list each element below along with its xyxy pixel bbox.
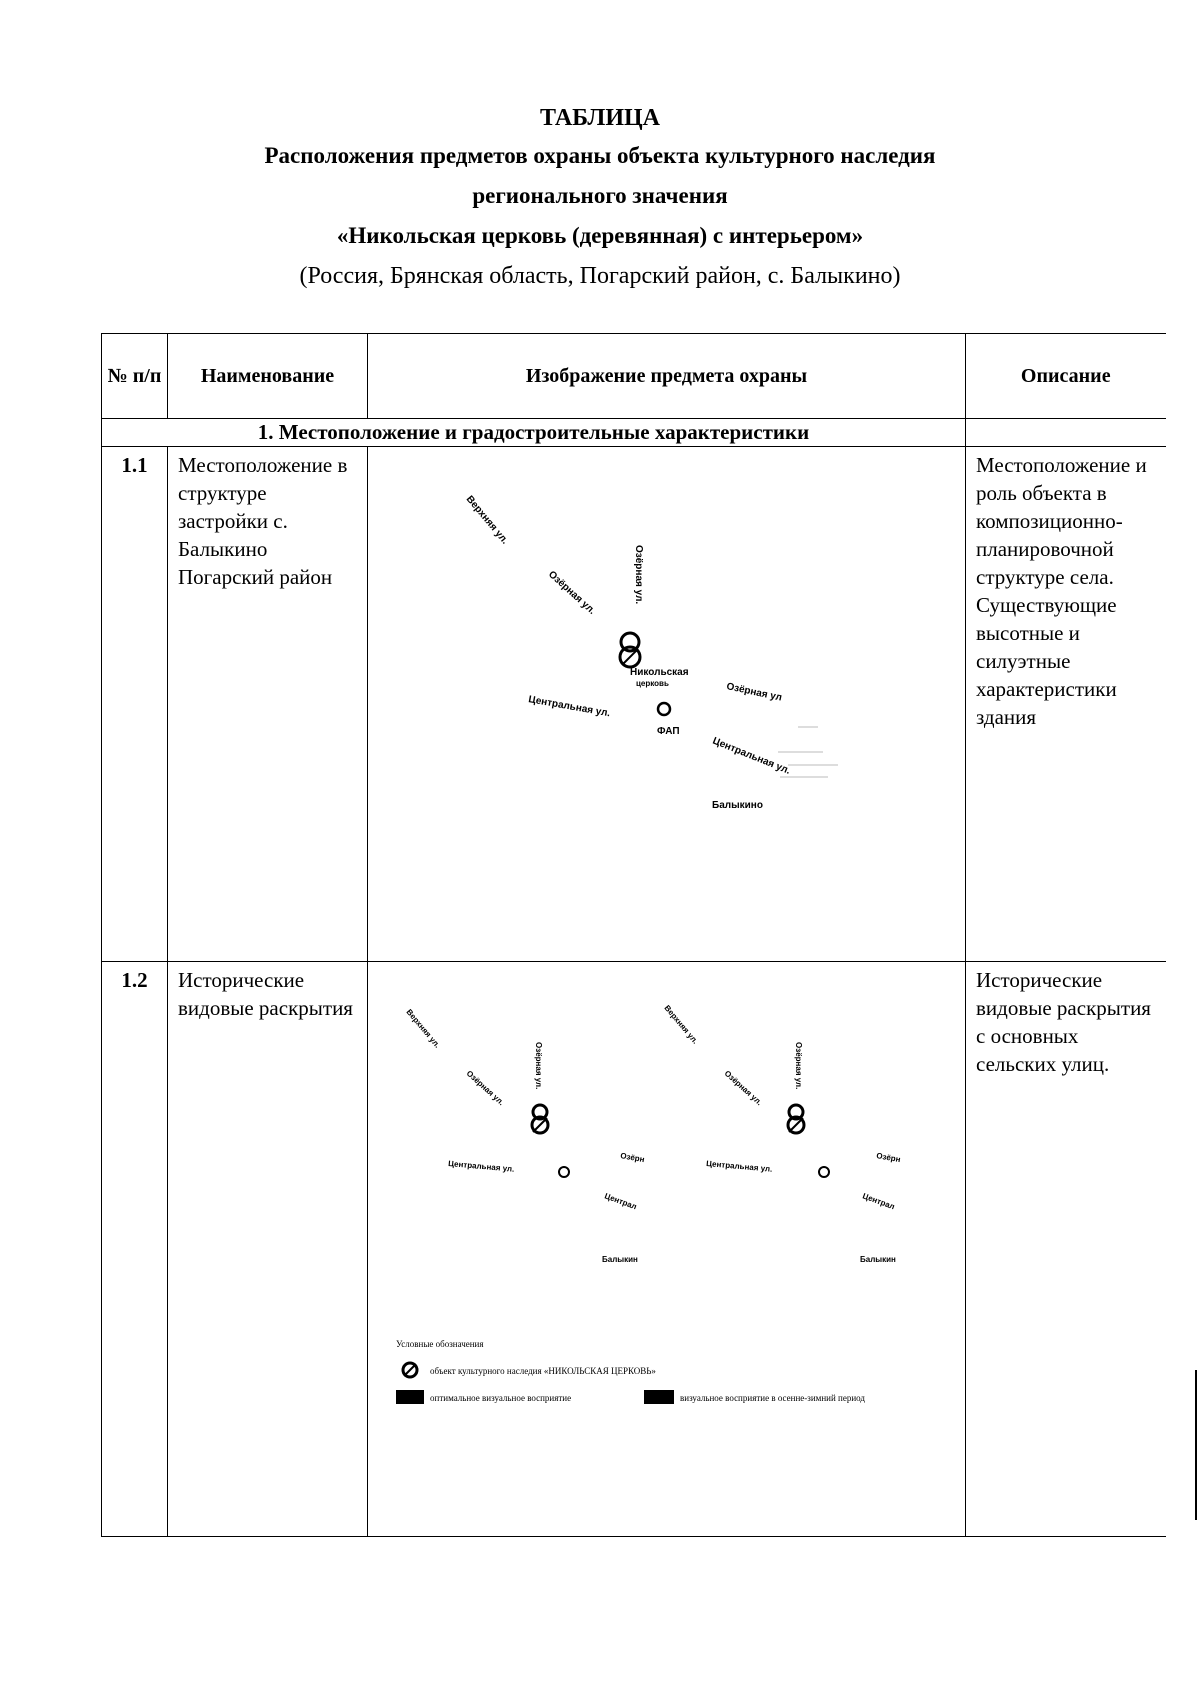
street-label: Озёрная ул. (633, 545, 644, 605)
table-header-row (102, 334, 1166, 419)
row-name: Местоположение в структуре застройки с. Балыкино Погарский район (168, 447, 368, 962)
legend-item-church: объект культурного наследия «НИКОЛЬСКАЯ ЦЕРКОВЬ» (430, 1366, 656, 1376)
legend-title: Условные обозначения (396, 1339, 484, 1349)
village-label: Балыкин (602, 1255, 638, 1264)
street-label: Верхняя ул. (463, 493, 511, 547)
table-row (102, 962, 1166, 1537)
views-map-svg (368, 962, 964, 1535)
street-label: Верхняя ул. (662, 1003, 700, 1046)
left-view-map (404, 1008, 645, 1264)
map-legend (396, 1339, 865, 1404)
protection-table (101, 333, 1166, 1537)
row-name: Исторические видовые раскрытия (168, 962, 368, 1537)
right-view-map (662, 1004, 901, 1264)
header-image: Изображение предмета охраны (368, 334, 966, 419)
object-name: «Никольская церковь (деревянная) с интерьером» (336, 223, 864, 248)
scan-edge-mark (1195, 1370, 1197, 1520)
header-name: Наименование (168, 334, 368, 419)
legend-swatch-winter (644, 1390, 674, 1404)
church-marker (788, 1105, 804, 1133)
street-label: Центральная ул. (710, 735, 792, 777)
street-label: Центральная ул. (447, 1159, 515, 1174)
church-label: церковь (636, 679, 669, 688)
street-label: Централ (603, 1191, 638, 1212)
fap-icon (559, 1167, 569, 1177)
legend-item-winter: визуальное восприятие в осенне-зимний период (680, 1393, 865, 1403)
street-label: Центральная ул. (527, 694, 612, 720)
street-label: Озёрная ул. (534, 1042, 543, 1090)
church-label: Никольская (630, 667, 689, 678)
street-label: Централ (861, 1191, 896, 1212)
title-block (0, 100, 1200, 296)
street-label: Озёрная ул (725, 681, 783, 704)
church-marker (532, 1105, 548, 1133)
title-subheading-1: Расположения предметов охраны объекта культурного наследия (264, 143, 936, 168)
table-row (102, 447, 1166, 962)
legend-item-optimal: оптимальное визуальное восприятие (430, 1393, 572, 1403)
street-label: Центральная ул. (705, 1159, 773, 1174)
row-num: 1.1 (102, 447, 168, 962)
views-map (368, 962, 966, 1537)
street-label: Озёрн (619, 1151, 646, 1165)
street-label: Озёрная ул. (545, 569, 598, 617)
street-label: Озёрная ул. (794, 1042, 803, 1090)
fap-icon (819, 1167, 829, 1177)
legend-swatch-optimal (396, 1390, 424, 1404)
location-map (368, 447, 966, 962)
street-label: Озёрная ул. (464, 1068, 506, 1108)
object-location: (Россия, Брянская область, Погарский район, с. Балыкино) (299, 263, 901, 289)
village-label: Балыкин (860, 1255, 896, 1264)
row-num: 1.2 (102, 962, 168, 1537)
section-empty-cell (966, 419, 1166, 447)
section-title: 1. Местоположение и градостроительные характеристики (102, 419, 966, 447)
row-description: Местоположение и роль объекта в композиционно-планировочной структуре села. Существующие высотные и силуэтные характеристики здания (966, 447, 1166, 962)
row-description: Исторические видовые раскрытия с основных сельских улиц. (966, 962, 1166, 1537)
church-marker (620, 633, 640, 667)
fap-marker (658, 703, 670, 715)
header-description: Описание (966, 334, 1166, 419)
street-label: Верхняя ул. (404, 1007, 442, 1050)
street-label: Озёрная ул. (722, 1068, 764, 1108)
location-map-svg (368, 447, 964, 960)
title-heading: ТАБЛИЦА (540, 105, 660, 131)
street-label: Озёрн (875, 1151, 902, 1165)
fap-label: ФАП (657, 726, 680, 737)
title-subheading-2: регионального значения (472, 183, 728, 208)
header-num: № п/п (102, 334, 168, 419)
section-row (102, 419, 1166, 447)
village-label: Балыкино (712, 800, 763, 811)
